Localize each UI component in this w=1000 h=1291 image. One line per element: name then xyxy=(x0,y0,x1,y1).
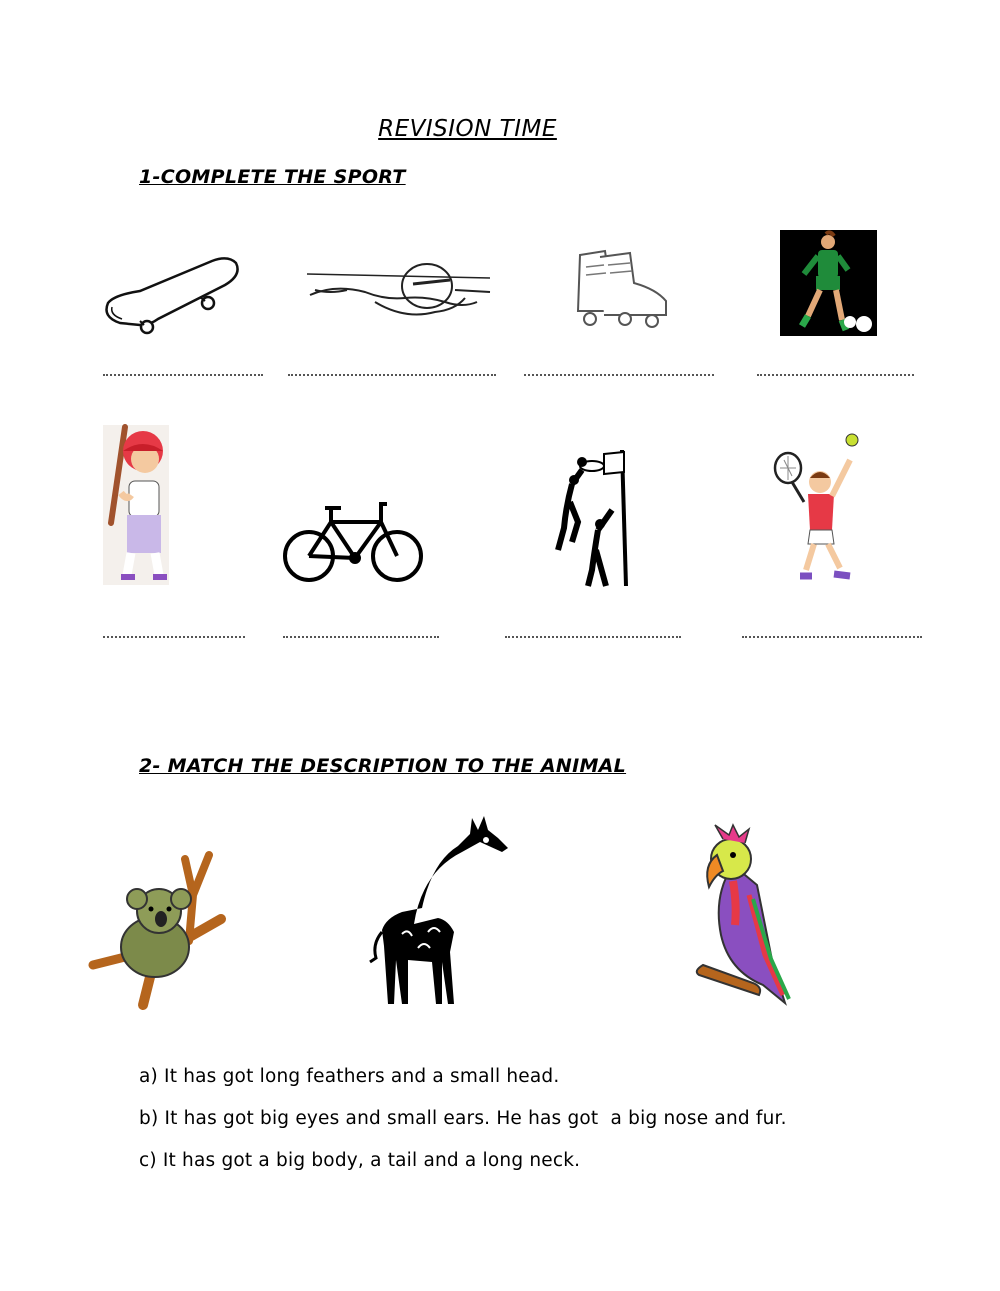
tennis-player-picture xyxy=(770,430,866,586)
skateboard-picture xyxy=(100,255,245,335)
description-b: b) It has got big eyes and small ears. He has got a big nose and fur. xyxy=(139,1108,787,1129)
answer-line-4[interactable] xyxy=(757,374,914,376)
parrot-picture xyxy=(693,825,791,1005)
section-1-heading: 1-COMPLETE THE SPORT xyxy=(139,166,406,188)
football-player-picture xyxy=(780,230,877,336)
answer-line-8[interactable] xyxy=(742,636,922,638)
basketball-players-picture xyxy=(552,450,630,586)
answer-line-2[interactable] xyxy=(288,374,496,376)
giraffe-picture xyxy=(362,812,520,1004)
section-2-heading: 2- MATCH THE DESCRIPTION TO THE ANIMAL xyxy=(139,755,627,777)
bicycle-picture xyxy=(283,500,425,586)
answer-line-3[interactable] xyxy=(524,374,714,376)
answer-line-1[interactable] xyxy=(103,374,263,376)
swimmer-picture xyxy=(305,250,495,335)
answer-line-6[interactable] xyxy=(283,636,439,638)
koala-picture xyxy=(93,855,225,1005)
description-a: a) It has got long feathers and a small head. xyxy=(139,1066,560,1087)
baseball-player-picture xyxy=(103,425,169,585)
description-c: c) It has got a big body, a tail and a long neck. xyxy=(139,1150,581,1171)
answer-line-7[interactable] xyxy=(505,636,681,638)
page-title: REVISION TIME xyxy=(378,116,557,142)
answer-line-5[interactable] xyxy=(103,636,245,638)
roller-skates-picture xyxy=(570,245,670,330)
